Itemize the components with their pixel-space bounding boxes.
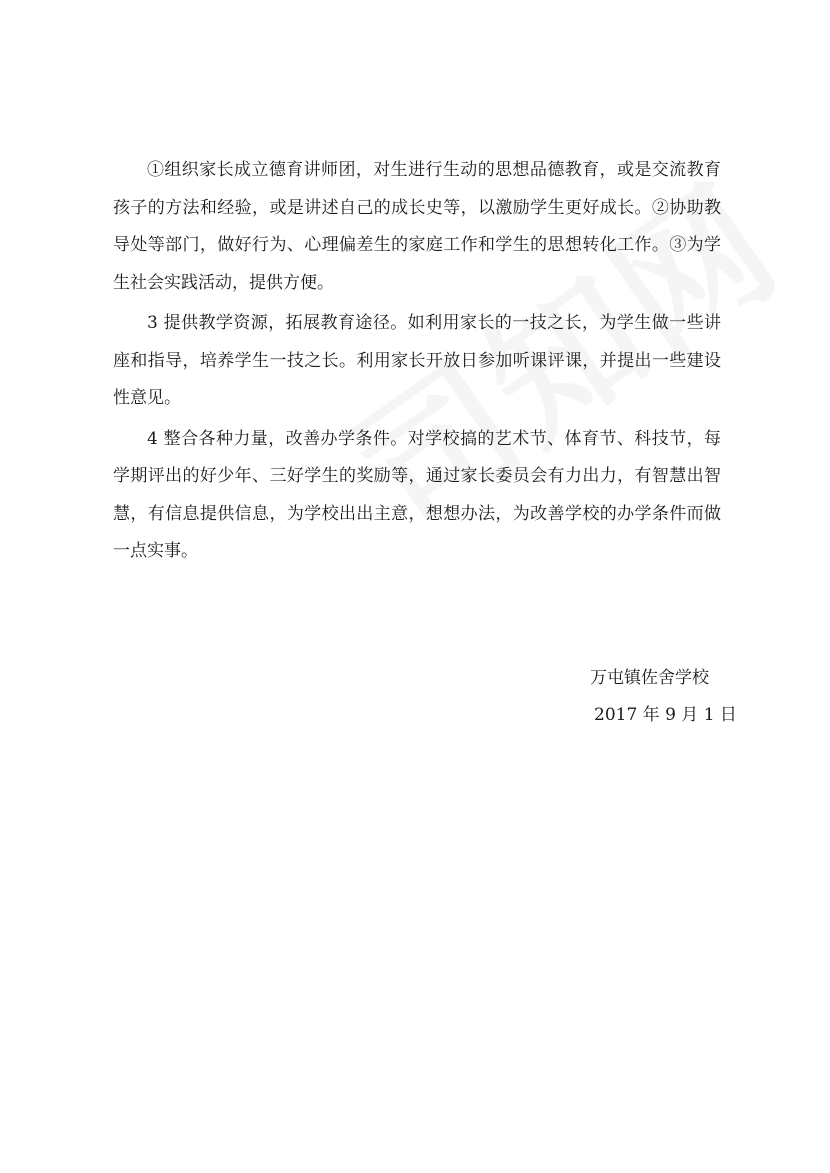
paragraph-3: 4 整合各种力量，改善办学条件。对学校搞的艺术节、体育节、科技节，每学期评出的好少年、三好学生的奖励等，通过家长委员会有力出力，有智慧出智慧，有信息提供信息，为学校出出主意，想想办法，为改善学校的办学条件而做一点实事。 xyxy=(113,428,721,561)
paragraph-1: ①组织家长成立德育讲师团，对生进行生动的思想品德教育，或是交流教育孩子的方法和经验，或是讲述自己的成长史等，以激励学生更好成长。②协助教导处等部门，做好行为、心理偏差生的家庭工作和学生的思想转化工作。③为学生社会实践活动，提供方便。 xyxy=(113,160,721,293)
signature-organization: 万屯镇佐舍学校 xyxy=(590,668,709,688)
signature-date: 2017 年 9 月 1 日 xyxy=(594,705,737,725)
body-text xyxy=(113,152,721,574)
signature-block xyxy=(540,660,740,734)
paragraph-2: 3 提供教学资源，拓展教育途径。如利用家长的一技之长，为学生做一些讲座和指导，培养学生一技之长。利用家长开放日参加听课评课，并提出一些建设性意见。 xyxy=(113,313,721,408)
